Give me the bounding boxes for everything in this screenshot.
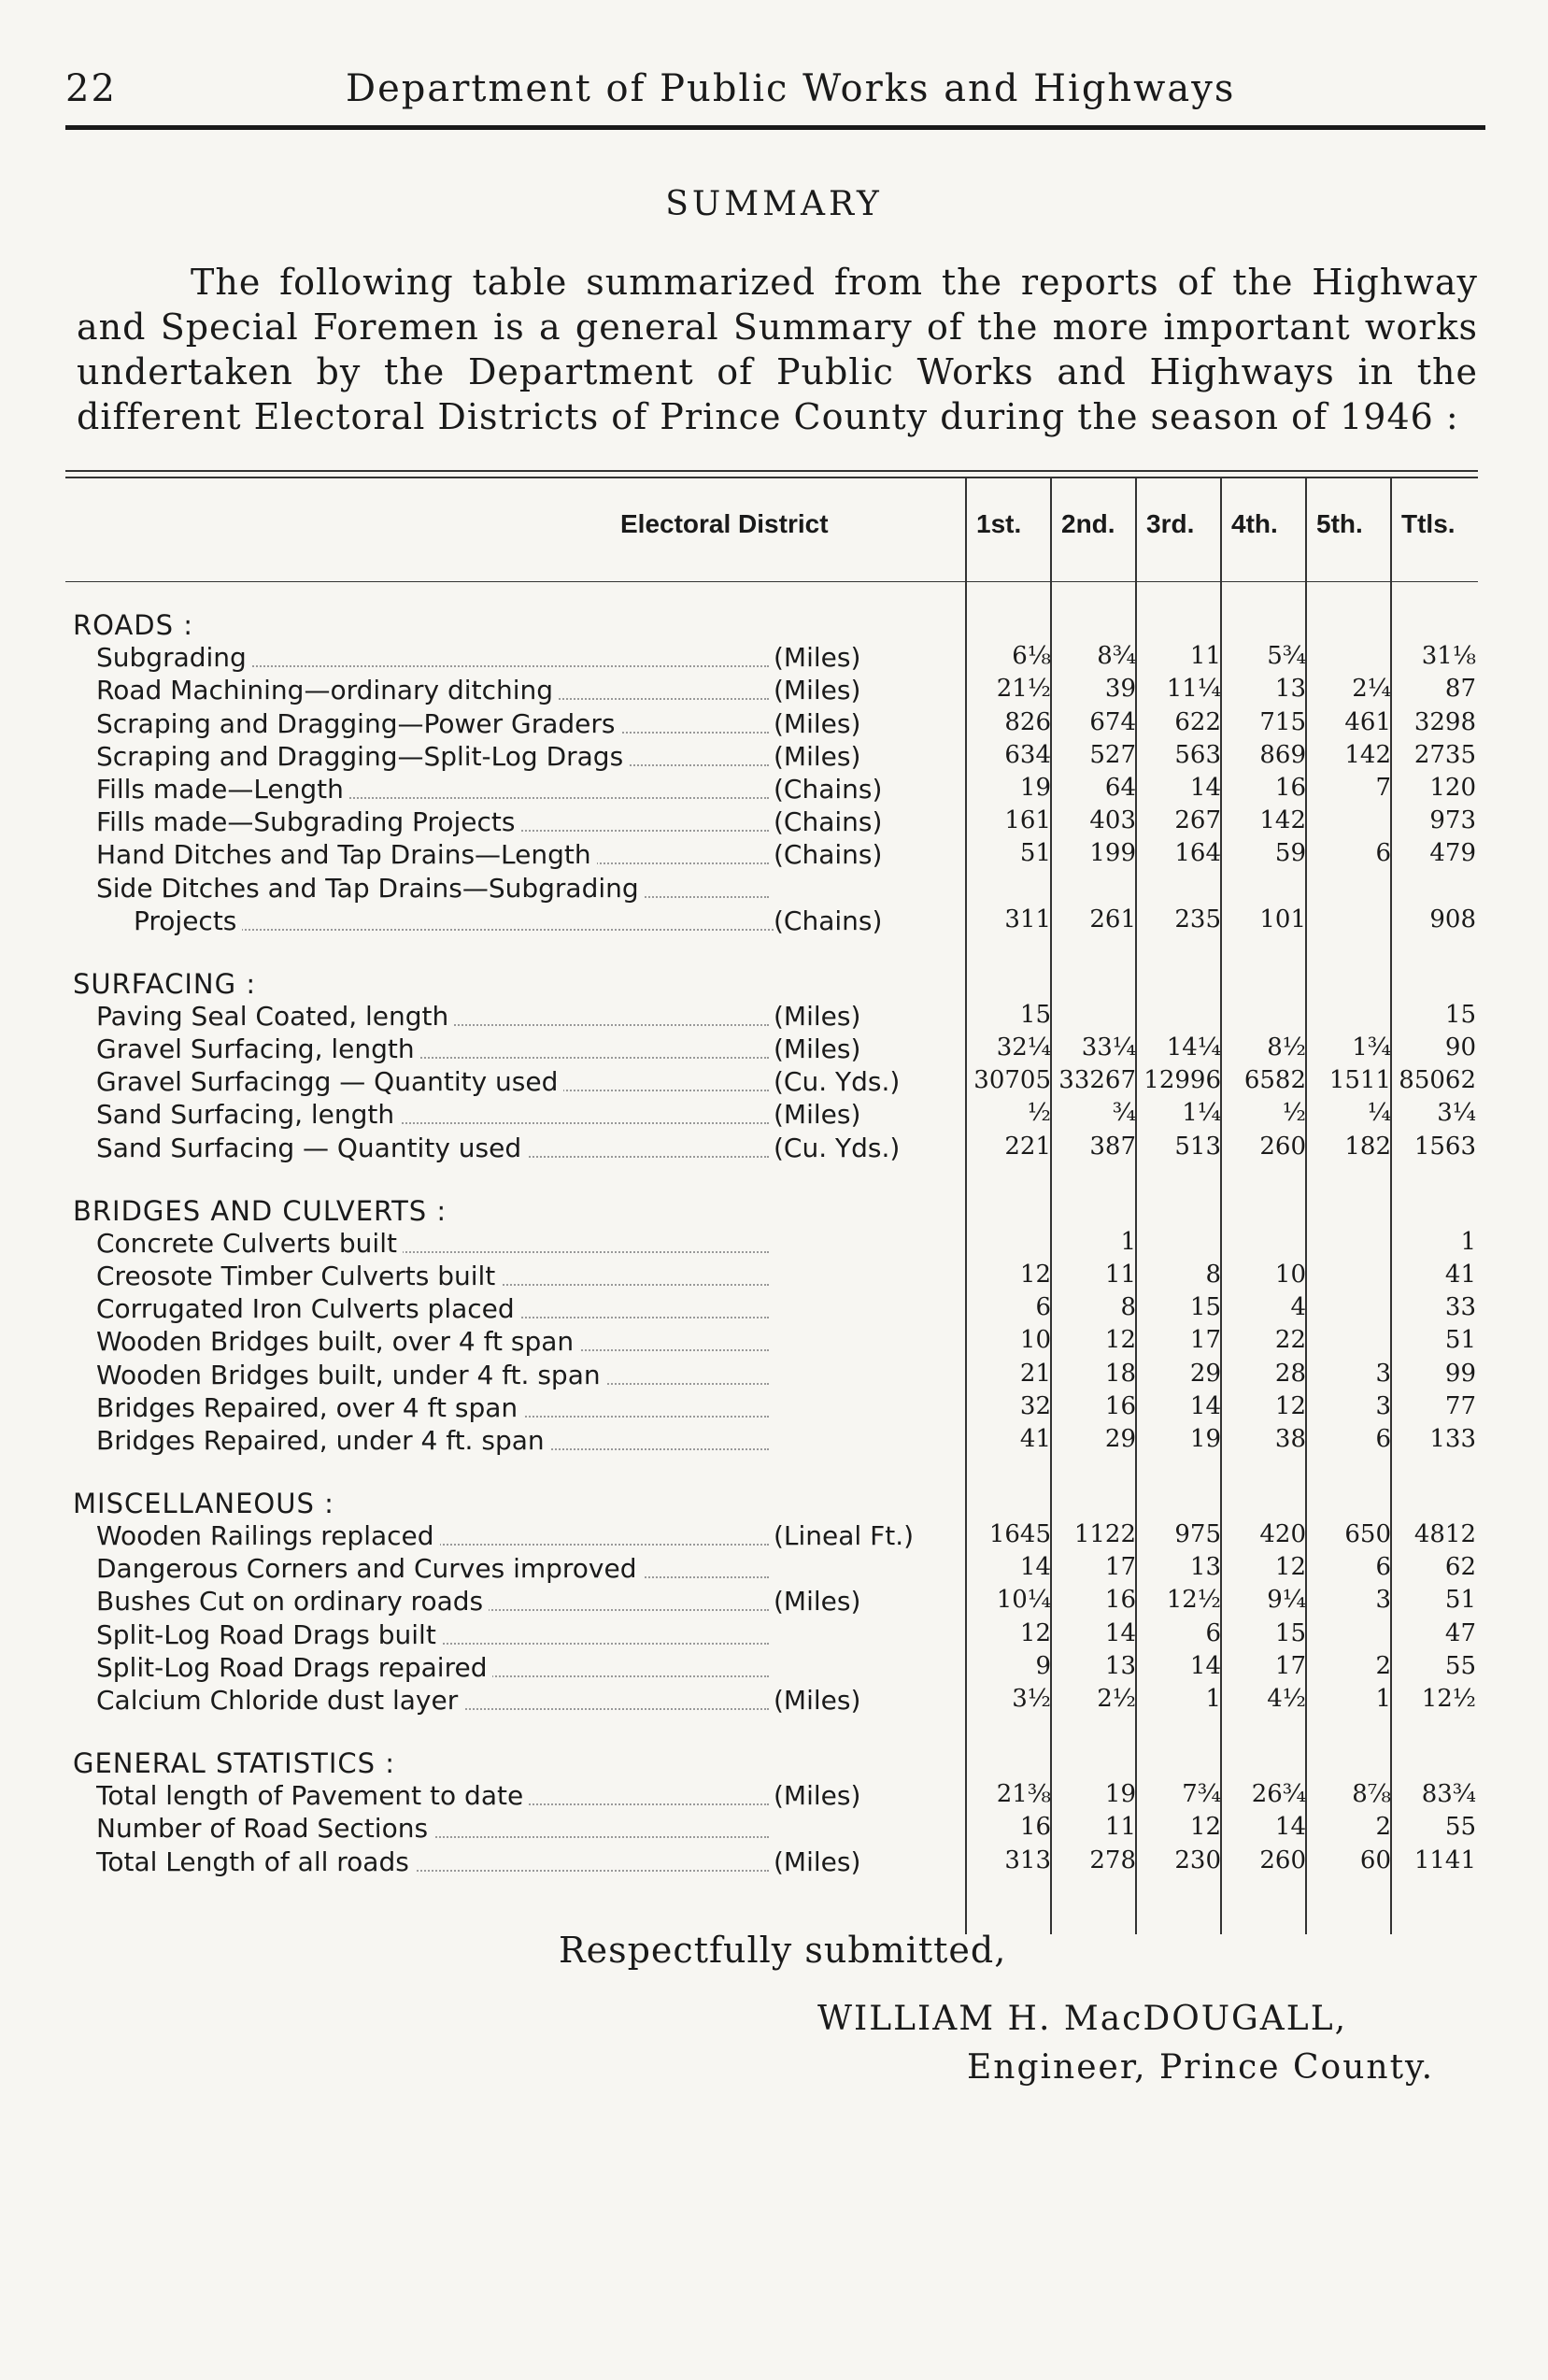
row-label-text: Road Machining—ordinary ditching bbox=[96, 675, 559, 705]
row-label-text: Bushes Cut on ordinary roads bbox=[96, 1586, 489, 1617]
row-label-text: Scraping and Dragging—Power Graders bbox=[96, 708, 621, 739]
row-label bbox=[96, 1001, 769, 1032]
section-title: GENERAL STATISTICS : bbox=[73, 1746, 396, 1779]
row-value: 85062 bbox=[1399, 1066, 1476, 1095]
row-value: 10 bbox=[1274, 1260, 1306, 1289]
row-label-text: Split-Log Road Drags repaired bbox=[96, 1652, 492, 1683]
table-row bbox=[0, 1066, 1548, 1099]
row-value: 973 bbox=[1429, 806, 1476, 835]
row-label-text: Fills made—Subgrading Projects bbox=[96, 806, 520, 837]
row-value: 77 bbox=[1444, 1391, 1476, 1420]
table-row bbox=[0, 642, 1548, 675]
row-value: 15 bbox=[1189, 1293, 1221, 1322]
row-value: 12 bbox=[1274, 1391, 1306, 1420]
row-label-text: Gravel Surfacing, length bbox=[96, 1033, 420, 1064]
table-row bbox=[0, 839, 1548, 872]
row-label-text: Paving Seal Coated, length bbox=[96, 1001, 454, 1032]
table-row bbox=[0, 1392, 1548, 1425]
row-value: 51 bbox=[1444, 1586, 1476, 1615]
row-value: 908 bbox=[1429, 905, 1476, 933]
row-value: 6 bbox=[1035, 1293, 1051, 1322]
row-value: 267 bbox=[1174, 806, 1221, 835]
signer-name: WILLIAM H. MacDOUGALL, bbox=[817, 2000, 1348, 2038]
row-value: 8 bbox=[1120, 1293, 1136, 1322]
row-value: 3 bbox=[1375, 1391, 1391, 1420]
row-label-text: Subgrading bbox=[96, 642, 252, 673]
row-value: 1563 bbox=[1413, 1132, 1476, 1161]
table-row bbox=[0, 1553, 1548, 1586]
row-value: 16 bbox=[1104, 1391, 1136, 1420]
row-value: 6⅛ bbox=[1012, 642, 1051, 671]
running-header bbox=[65, 58, 1485, 130]
table-row bbox=[0, 1001, 1548, 1033]
row-unit: (Miles) bbox=[774, 1586, 960, 1617]
table-row bbox=[0, 1619, 1548, 1652]
row-label-text: Wooden Bridges built, under 4 ft. span bbox=[96, 1360, 606, 1390]
row-value: 41 bbox=[1019, 1424, 1051, 1453]
row-label-text: Corrugated Iron Culverts placed bbox=[96, 1293, 520, 1324]
row-value: 19 bbox=[1019, 774, 1051, 802]
row-label bbox=[96, 741, 769, 772]
row-value: 16 bbox=[1019, 1813, 1051, 1842]
row-value: 634 bbox=[1004, 740, 1051, 769]
row-value: 13 bbox=[1189, 1553, 1221, 1582]
row-label-text: Gravel Surfacingg — Quantity used bbox=[96, 1066, 563, 1097]
row-value: 55 bbox=[1444, 1813, 1476, 1842]
row-value: 14 bbox=[1019, 1553, 1051, 1582]
row-value: 10¼ bbox=[996, 1586, 1051, 1615]
row-value: 8½ bbox=[1267, 1033, 1306, 1062]
row-value: 1645 bbox=[988, 1520, 1051, 1549]
row-value: 2 bbox=[1375, 1813, 1391, 1842]
row-value: 2 bbox=[1375, 1651, 1391, 1680]
row-value: 869 bbox=[1259, 740, 1306, 769]
section-title: SURFACING : bbox=[73, 967, 257, 1000]
row-label-text: Calcium Chloride dust layer bbox=[96, 1685, 463, 1716]
row-value: 1141 bbox=[1413, 1846, 1476, 1874]
row-value: 261 bbox=[1089, 905, 1136, 933]
row-value: 51 bbox=[1444, 1326, 1476, 1355]
row-value: 7¾ bbox=[1182, 1780, 1221, 1809]
row-value: 32 bbox=[1019, 1391, 1051, 1420]
row-value: 6 bbox=[1375, 839, 1391, 868]
row-unit: (Miles) bbox=[774, 741, 960, 772]
row-value: 8 bbox=[1205, 1260, 1221, 1289]
row-label bbox=[96, 1326, 769, 1357]
row-unit: (Miles) bbox=[774, 675, 960, 705]
row-label bbox=[96, 675, 769, 705]
row-value: ½ bbox=[1282, 1099, 1306, 1128]
row-label-text: Wooden Railings replaced bbox=[96, 1520, 440, 1551]
row-value: 101 bbox=[1259, 905, 1306, 933]
row-value: 311 bbox=[1004, 905, 1051, 933]
row-value: 4812 bbox=[1413, 1520, 1476, 1549]
row-unit: (Miles) bbox=[774, 708, 960, 739]
row-label-text: Concrete Culverts built bbox=[96, 1228, 403, 1259]
row-label-text: Bridges Repaired, under 4 ft. span bbox=[96, 1425, 550, 1456]
row-value: 12 bbox=[1019, 1618, 1051, 1647]
row-value: 38 bbox=[1274, 1424, 1306, 1453]
column-header: 4th. bbox=[1231, 509, 1278, 538]
section-title: ROADS : bbox=[73, 609, 194, 641]
signer-title: Engineer, Prince County. bbox=[967, 2048, 1435, 2087]
row-value: 7 bbox=[1375, 774, 1391, 802]
row-label-text: Side Ditches and Tap Drains—Subgrading bbox=[96, 873, 645, 904]
row-label bbox=[96, 1553, 769, 1584]
row-label bbox=[96, 1619, 769, 1650]
row-value: 1 bbox=[1460, 1227, 1476, 1256]
row-value: 16 bbox=[1274, 774, 1306, 802]
column-header: 1st. bbox=[976, 509, 1022, 538]
table-row bbox=[0, 1780, 1548, 1813]
row-value: 1¼ bbox=[1182, 1099, 1221, 1128]
row-value: 29 bbox=[1189, 1359, 1221, 1388]
row-value: 133 bbox=[1429, 1424, 1476, 1453]
row-value: 527 bbox=[1089, 740, 1136, 769]
row-value: 30705 bbox=[973, 1066, 1051, 1095]
row-label bbox=[96, 1685, 769, 1716]
row-value: 230 bbox=[1174, 1846, 1221, 1874]
row-value: 14 bbox=[1189, 774, 1221, 802]
row-value: 59 bbox=[1274, 839, 1306, 868]
row-unit: (Miles) bbox=[774, 1685, 960, 1716]
row-value: 11¼ bbox=[1166, 675, 1221, 704]
table-header-rule bbox=[65, 581, 1478, 582]
page-number: 22 bbox=[65, 67, 117, 110]
row-value: 19 bbox=[1104, 1780, 1136, 1809]
row-label bbox=[96, 1520, 769, 1551]
row-value: 120 bbox=[1429, 774, 1476, 802]
table-row bbox=[0, 1652, 1548, 1685]
row-value: 278 bbox=[1089, 1846, 1136, 1874]
row-value: 22 bbox=[1274, 1326, 1306, 1355]
row-value: 11 bbox=[1104, 1813, 1136, 1842]
row-label-text: Total length of Pavement to date bbox=[96, 1780, 529, 1811]
row-value: 6 bbox=[1205, 1618, 1221, 1647]
table-row bbox=[0, 1228, 1548, 1261]
row-label bbox=[134, 905, 806, 936]
row-value: 32¼ bbox=[996, 1033, 1051, 1062]
row-value: 12 bbox=[1019, 1260, 1051, 1289]
row-value: 60 bbox=[1359, 1846, 1391, 1874]
row-value: 6 bbox=[1375, 1424, 1391, 1453]
row-label-text: Sand Surfacing, length bbox=[96, 1099, 400, 1130]
row-label bbox=[96, 839, 769, 870]
row-value: 13 bbox=[1274, 675, 1306, 704]
row-value: 21½ bbox=[996, 675, 1051, 704]
row-value: 33267 bbox=[1058, 1066, 1136, 1095]
row-value: 3½ bbox=[1012, 1685, 1051, 1714]
row-label bbox=[96, 1066, 769, 1097]
row-value: 199 bbox=[1089, 839, 1136, 868]
table-row bbox=[0, 806, 1548, 839]
row-value: 17 bbox=[1104, 1553, 1136, 1582]
row-value: 9 bbox=[1035, 1651, 1051, 1680]
row-label-text: Scraping and Dragging—Split-Log Drags bbox=[96, 741, 629, 772]
row-value: 513 bbox=[1174, 1132, 1221, 1161]
row-value: 29 bbox=[1104, 1424, 1136, 1453]
row-label bbox=[96, 708, 769, 739]
row-value: 1¾ bbox=[1352, 1033, 1391, 1062]
row-value: 622 bbox=[1174, 707, 1221, 736]
row-value: 11 bbox=[1189, 642, 1221, 671]
row-label-text: Dangerous Corners and Curves improved bbox=[96, 1553, 643, 1584]
row-value: 33 bbox=[1444, 1293, 1476, 1322]
row-unit: (Chains) bbox=[774, 839, 960, 870]
row-value: ½ bbox=[1027, 1099, 1051, 1128]
row-label bbox=[96, 1813, 769, 1844]
row-value: 99 bbox=[1444, 1359, 1476, 1388]
row-value: 3 bbox=[1375, 1359, 1391, 1388]
row-value: 8¾ bbox=[1097, 642, 1136, 671]
row-value: 14 bbox=[1189, 1391, 1221, 1420]
row-value: 2735 bbox=[1413, 740, 1476, 769]
row-value: 12½ bbox=[1421, 1685, 1476, 1714]
row-value: 39 bbox=[1104, 675, 1136, 704]
page-title: SUMMARY bbox=[665, 185, 883, 223]
row-value: 403 bbox=[1089, 806, 1136, 835]
table-row bbox=[0, 1586, 1548, 1618]
table-top-rule-second bbox=[65, 477, 1478, 478]
row-value: 3 bbox=[1375, 1586, 1391, 1615]
table-row bbox=[0, 1846, 1548, 1879]
row-value: 12 bbox=[1189, 1813, 1221, 1842]
row-value: 6582 bbox=[1243, 1066, 1306, 1095]
row-value: 387 bbox=[1089, 1132, 1136, 1161]
row-value: 4 bbox=[1290, 1293, 1306, 1322]
table-row bbox=[0, 708, 1548, 741]
row-value: 650 bbox=[1344, 1520, 1391, 1549]
table-row bbox=[0, 1033, 1548, 1066]
row-value: 11 bbox=[1104, 1260, 1136, 1289]
row-value: 13 bbox=[1104, 1651, 1136, 1680]
column-header: 5th. bbox=[1316, 509, 1363, 538]
row-value: 1122 bbox=[1073, 1520, 1136, 1549]
intro-paragraph: The following table summarized from the reports of the Highway and Special Foremen is a general Summary of the more important works undertaken by the Department of Public Works and Highways in the different Electoral Districts of Prince County during the season of 1946 : bbox=[77, 262, 1478, 437]
row-value: 90 bbox=[1444, 1033, 1476, 1062]
row-unit: (Chains) bbox=[774, 905, 960, 936]
row-value: 17 bbox=[1274, 1651, 1306, 1680]
row-value: 1 bbox=[1120, 1227, 1136, 1256]
district-header: Electoral District bbox=[620, 509, 829, 538]
row-value: 21⅜ bbox=[996, 1780, 1051, 1809]
row-label bbox=[96, 1261, 769, 1291]
row-value: 8⅞ bbox=[1352, 1780, 1391, 1809]
row-value: 9¼ bbox=[1267, 1586, 1306, 1615]
column-header: Ttls. bbox=[1401, 509, 1456, 538]
table-row bbox=[0, 905, 1548, 938]
row-label bbox=[96, 1228, 769, 1259]
row-unit: (Miles) bbox=[774, 1001, 960, 1032]
row-value: 12996 bbox=[1143, 1066, 1221, 1095]
row-value: 4½ bbox=[1267, 1685, 1306, 1714]
row-label bbox=[96, 1425, 769, 1456]
row-unit: (Cu. Yds.) bbox=[774, 1133, 960, 1163]
row-label-text: Split-Log Road Drags built bbox=[96, 1619, 442, 1650]
row-value: 62 bbox=[1444, 1553, 1476, 1582]
table-row bbox=[0, 1360, 1548, 1392]
row-value: 5¾ bbox=[1267, 642, 1306, 671]
row-unit: (Lineal Ft.) bbox=[774, 1520, 960, 1551]
running-head: Department of Public Works and Highways bbox=[346, 67, 1236, 110]
row-label-text: Number of Road Sections bbox=[96, 1813, 433, 1844]
row-value: 221 bbox=[1004, 1132, 1051, 1161]
closing-line: Respectfully submitted, bbox=[559, 1930, 1007, 1971]
row-value: 6 bbox=[1375, 1553, 1391, 1582]
column-header: 3rd. bbox=[1146, 509, 1195, 538]
row-label bbox=[96, 1133, 769, 1163]
row-unit: (Miles) bbox=[774, 1033, 960, 1064]
row-value: 12½ bbox=[1166, 1586, 1221, 1615]
row-value: 260 bbox=[1259, 1132, 1306, 1161]
table-row bbox=[0, 873, 1548, 905]
row-value: 3¼ bbox=[1437, 1099, 1476, 1128]
table-row bbox=[0, 1813, 1548, 1846]
row-label-text: Sand Surfacing — Quantity used bbox=[96, 1133, 527, 1163]
row-value: 83¾ bbox=[1421, 1780, 1476, 1809]
row-value: 674 bbox=[1089, 707, 1136, 736]
table-row bbox=[0, 741, 1548, 774]
row-value: 14 bbox=[1189, 1651, 1221, 1680]
row-label bbox=[96, 1293, 769, 1324]
row-value: 18 bbox=[1104, 1359, 1136, 1388]
row-value: 142 bbox=[1344, 740, 1391, 769]
row-value: 15 bbox=[1444, 1000, 1476, 1029]
row-unit: (Miles) bbox=[774, 1780, 960, 1811]
row-value: 461 bbox=[1344, 707, 1391, 736]
table-row bbox=[0, 675, 1548, 707]
row-label-text: Fills made—Length bbox=[96, 774, 349, 805]
row-value: 31⅛ bbox=[1421, 642, 1476, 671]
row-value: 15 bbox=[1019, 1000, 1051, 1029]
table-row bbox=[0, 1685, 1548, 1717]
row-label bbox=[96, 873, 769, 904]
table-row bbox=[0, 1326, 1548, 1359]
row-label bbox=[96, 642, 769, 673]
row-unit: (Miles) bbox=[774, 1846, 960, 1877]
section-title: MISCELLANEOUS : bbox=[73, 1487, 334, 1519]
row-value: 28 bbox=[1274, 1359, 1306, 1388]
row-label bbox=[96, 774, 769, 805]
row-unit: (Miles) bbox=[774, 1099, 960, 1130]
row-value: 1 bbox=[1205, 1685, 1221, 1714]
row-value: 14¼ bbox=[1166, 1033, 1221, 1062]
row-value: 826 bbox=[1004, 707, 1051, 736]
table-top-rule bbox=[65, 470, 1478, 472]
row-value: 715 bbox=[1259, 707, 1306, 736]
row-value: 17 bbox=[1189, 1326, 1221, 1355]
row-unit: (Chains) bbox=[774, 806, 960, 837]
row-label bbox=[96, 1099, 769, 1130]
row-value: 21 bbox=[1019, 1359, 1051, 1388]
row-value: 47 bbox=[1444, 1618, 1476, 1647]
row-value: 260 bbox=[1259, 1846, 1306, 1874]
row-value: 1511 bbox=[1328, 1066, 1391, 1095]
row-value: 26¾ bbox=[1251, 1780, 1306, 1809]
row-value: 313 bbox=[1004, 1846, 1051, 1874]
row-label-text: Hand Ditches and Tap Drains—Length bbox=[96, 839, 597, 870]
row-value: 563 bbox=[1174, 740, 1221, 769]
row-value: 33¼ bbox=[1081, 1033, 1136, 1062]
row-value: 16 bbox=[1104, 1586, 1136, 1615]
row-value: 12 bbox=[1104, 1326, 1136, 1355]
row-label bbox=[96, 1392, 769, 1423]
table-row bbox=[0, 1261, 1548, 1293]
row-value: 14 bbox=[1274, 1813, 1306, 1842]
row-unit: (Miles) bbox=[774, 642, 960, 673]
row-label bbox=[96, 1033, 769, 1064]
row-value: 87 bbox=[1444, 675, 1476, 704]
row-value: 142 bbox=[1259, 806, 1306, 835]
row-label bbox=[96, 1586, 769, 1617]
row-value: 14 bbox=[1104, 1618, 1136, 1647]
row-value: 2¼ bbox=[1352, 675, 1391, 704]
row-value: ¼ bbox=[1367, 1099, 1391, 1128]
row-label bbox=[96, 1360, 769, 1390]
table-row bbox=[0, 1099, 1548, 1132]
table-row bbox=[0, 1293, 1548, 1326]
row-value: 975 bbox=[1174, 1520, 1221, 1549]
row-value: 3298 bbox=[1413, 707, 1476, 736]
row-label bbox=[96, 1652, 769, 1683]
table-row bbox=[0, 774, 1548, 806]
row-value: 10 bbox=[1019, 1326, 1051, 1355]
row-value: 41 bbox=[1444, 1260, 1476, 1289]
row-value: 55 bbox=[1444, 1651, 1476, 1680]
row-value: ¾ bbox=[1112, 1099, 1136, 1128]
row-value: 479 bbox=[1429, 839, 1476, 868]
column-header: 2nd. bbox=[1061, 509, 1115, 538]
row-value: 12 bbox=[1274, 1553, 1306, 1582]
row-label bbox=[96, 1780, 769, 1811]
row-value: 164 bbox=[1174, 839, 1221, 868]
row-label-text: Bridges Repaired, over 4 ft span bbox=[96, 1392, 523, 1423]
row-label bbox=[96, 806, 769, 837]
row-value: 1 bbox=[1375, 1685, 1391, 1714]
row-value: 420 bbox=[1259, 1520, 1306, 1549]
table-row bbox=[0, 1520, 1548, 1553]
row-label-text: Wooden Bridges built, over 4 ft span bbox=[96, 1326, 579, 1357]
row-value: 161 bbox=[1004, 806, 1051, 835]
row-value: 64 bbox=[1104, 774, 1136, 802]
row-value: 19 bbox=[1189, 1424, 1221, 1453]
table-row bbox=[0, 1425, 1548, 1458]
row-value: 2½ bbox=[1097, 1685, 1136, 1714]
table-row bbox=[0, 1133, 1548, 1165]
row-label-text: Creosote Timber Culverts built bbox=[96, 1261, 501, 1291]
row-label bbox=[96, 1846, 769, 1877]
row-label-text: Projects bbox=[134, 905, 242, 936]
row-label-text: Total Length of all roads bbox=[96, 1846, 415, 1877]
row-value: 15 bbox=[1274, 1618, 1306, 1647]
section-title: BRIDGES AND CULVERTS : bbox=[73, 1194, 447, 1227]
row-value: 182 bbox=[1344, 1132, 1391, 1161]
row-unit: (Chains) bbox=[774, 774, 960, 805]
row-unit: (Cu. Yds.) bbox=[774, 1066, 960, 1097]
row-value: 51 bbox=[1019, 839, 1051, 868]
row-value: 235 bbox=[1174, 905, 1221, 933]
